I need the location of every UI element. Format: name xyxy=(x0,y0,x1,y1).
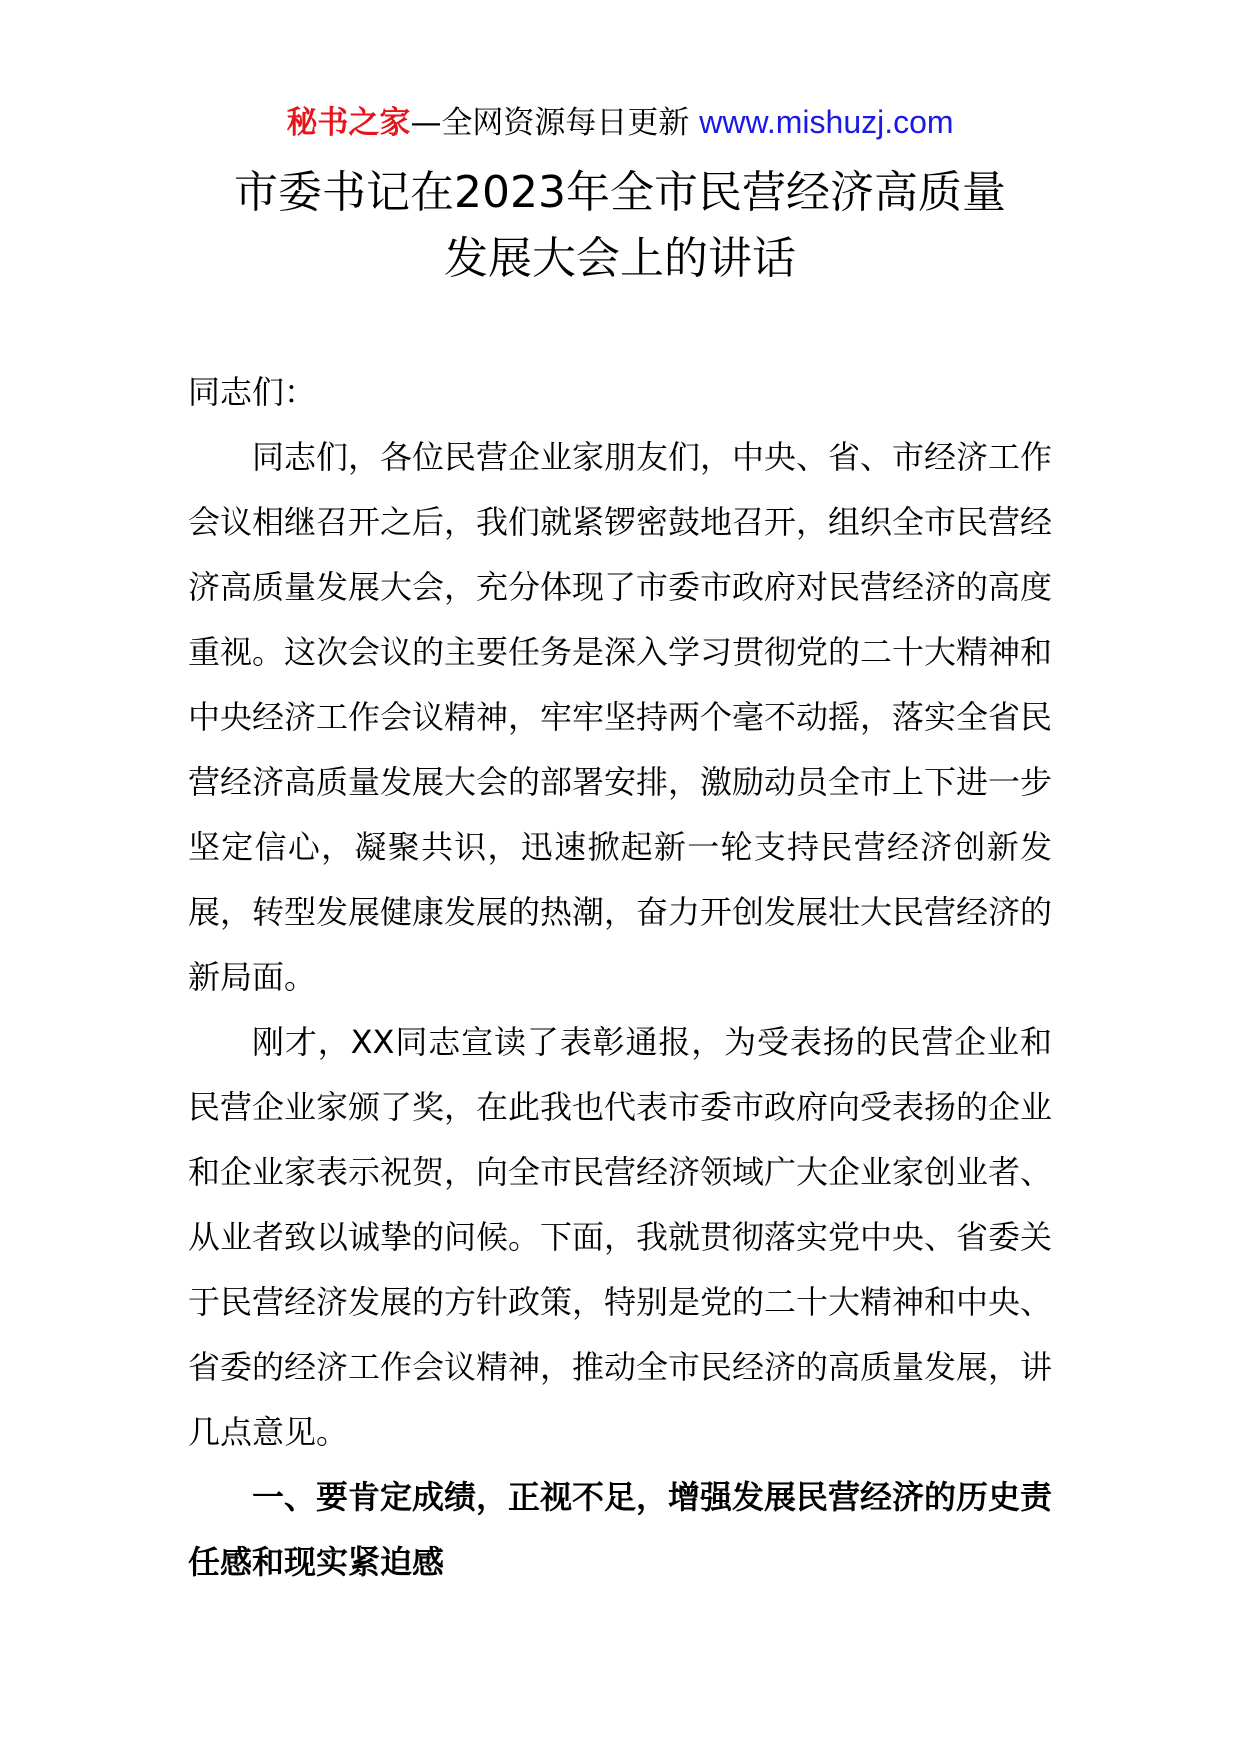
site-tagline: —全网资源每日更新 xyxy=(410,105,690,141)
title-line-2: 发展大会上的讲话 xyxy=(444,233,796,284)
document-body xyxy=(188,360,1052,1595)
site-url-link[interactable]: www.mishuzj.com xyxy=(699,104,954,140)
site-brand: 秘书之家 xyxy=(286,105,411,141)
paragraph-2: 刚才，XX同志宣读了表彰通报，为受表扬的民营企业和民营企业家颁了奖，在此我也代表市委市政府向受表扬的企业和企业家表示祝贺，向全市民营经济领域广大企业家创业者、从业者致以诚挚的问候。下面，我就贯彻落实党中央、省委关于民营经济发展的方针政策，特别是党的二十大精神和中央、省委的经济工作会议精神，推动全市民经济的高质量发展，讲几点意见。 xyxy=(188,1023,1053,1451)
paragraph-1: 同志们，各位民营企业家朋友们，中央、省、市经济工作会议相继召开之后，我们就紧锣密鼓地召开，组织全市民营经济高质量发展大会，充分体现了市委市政府对民营经济的高度重视。这次会议的主要任务是深入学习贯彻党的二十大精神和中央经济工作会议精神，牢牢坚持两个毫不动摇，落实全省民营经济高质量发展大会的部署安排，激励动员全市上下进一步坚定信心，凝聚共识，迅速掀起新一轮支持民营经济创新发展，转型发展健康发展的热潮，奋力开创发展壮大民营经济的新局面。 xyxy=(188,438,1053,996)
site-header xyxy=(0,100,1240,145)
section-heading-1: 一、要肯定成绩，正视不足，增强发展民营经济的历史责任感和现实紧迫感 xyxy=(188,1478,1053,1581)
title-line-1: 市委书记在2023年全市民营经济高质量 xyxy=(234,167,1006,218)
document-title xyxy=(0,160,1240,292)
salutation: 同志们： xyxy=(188,373,317,411)
